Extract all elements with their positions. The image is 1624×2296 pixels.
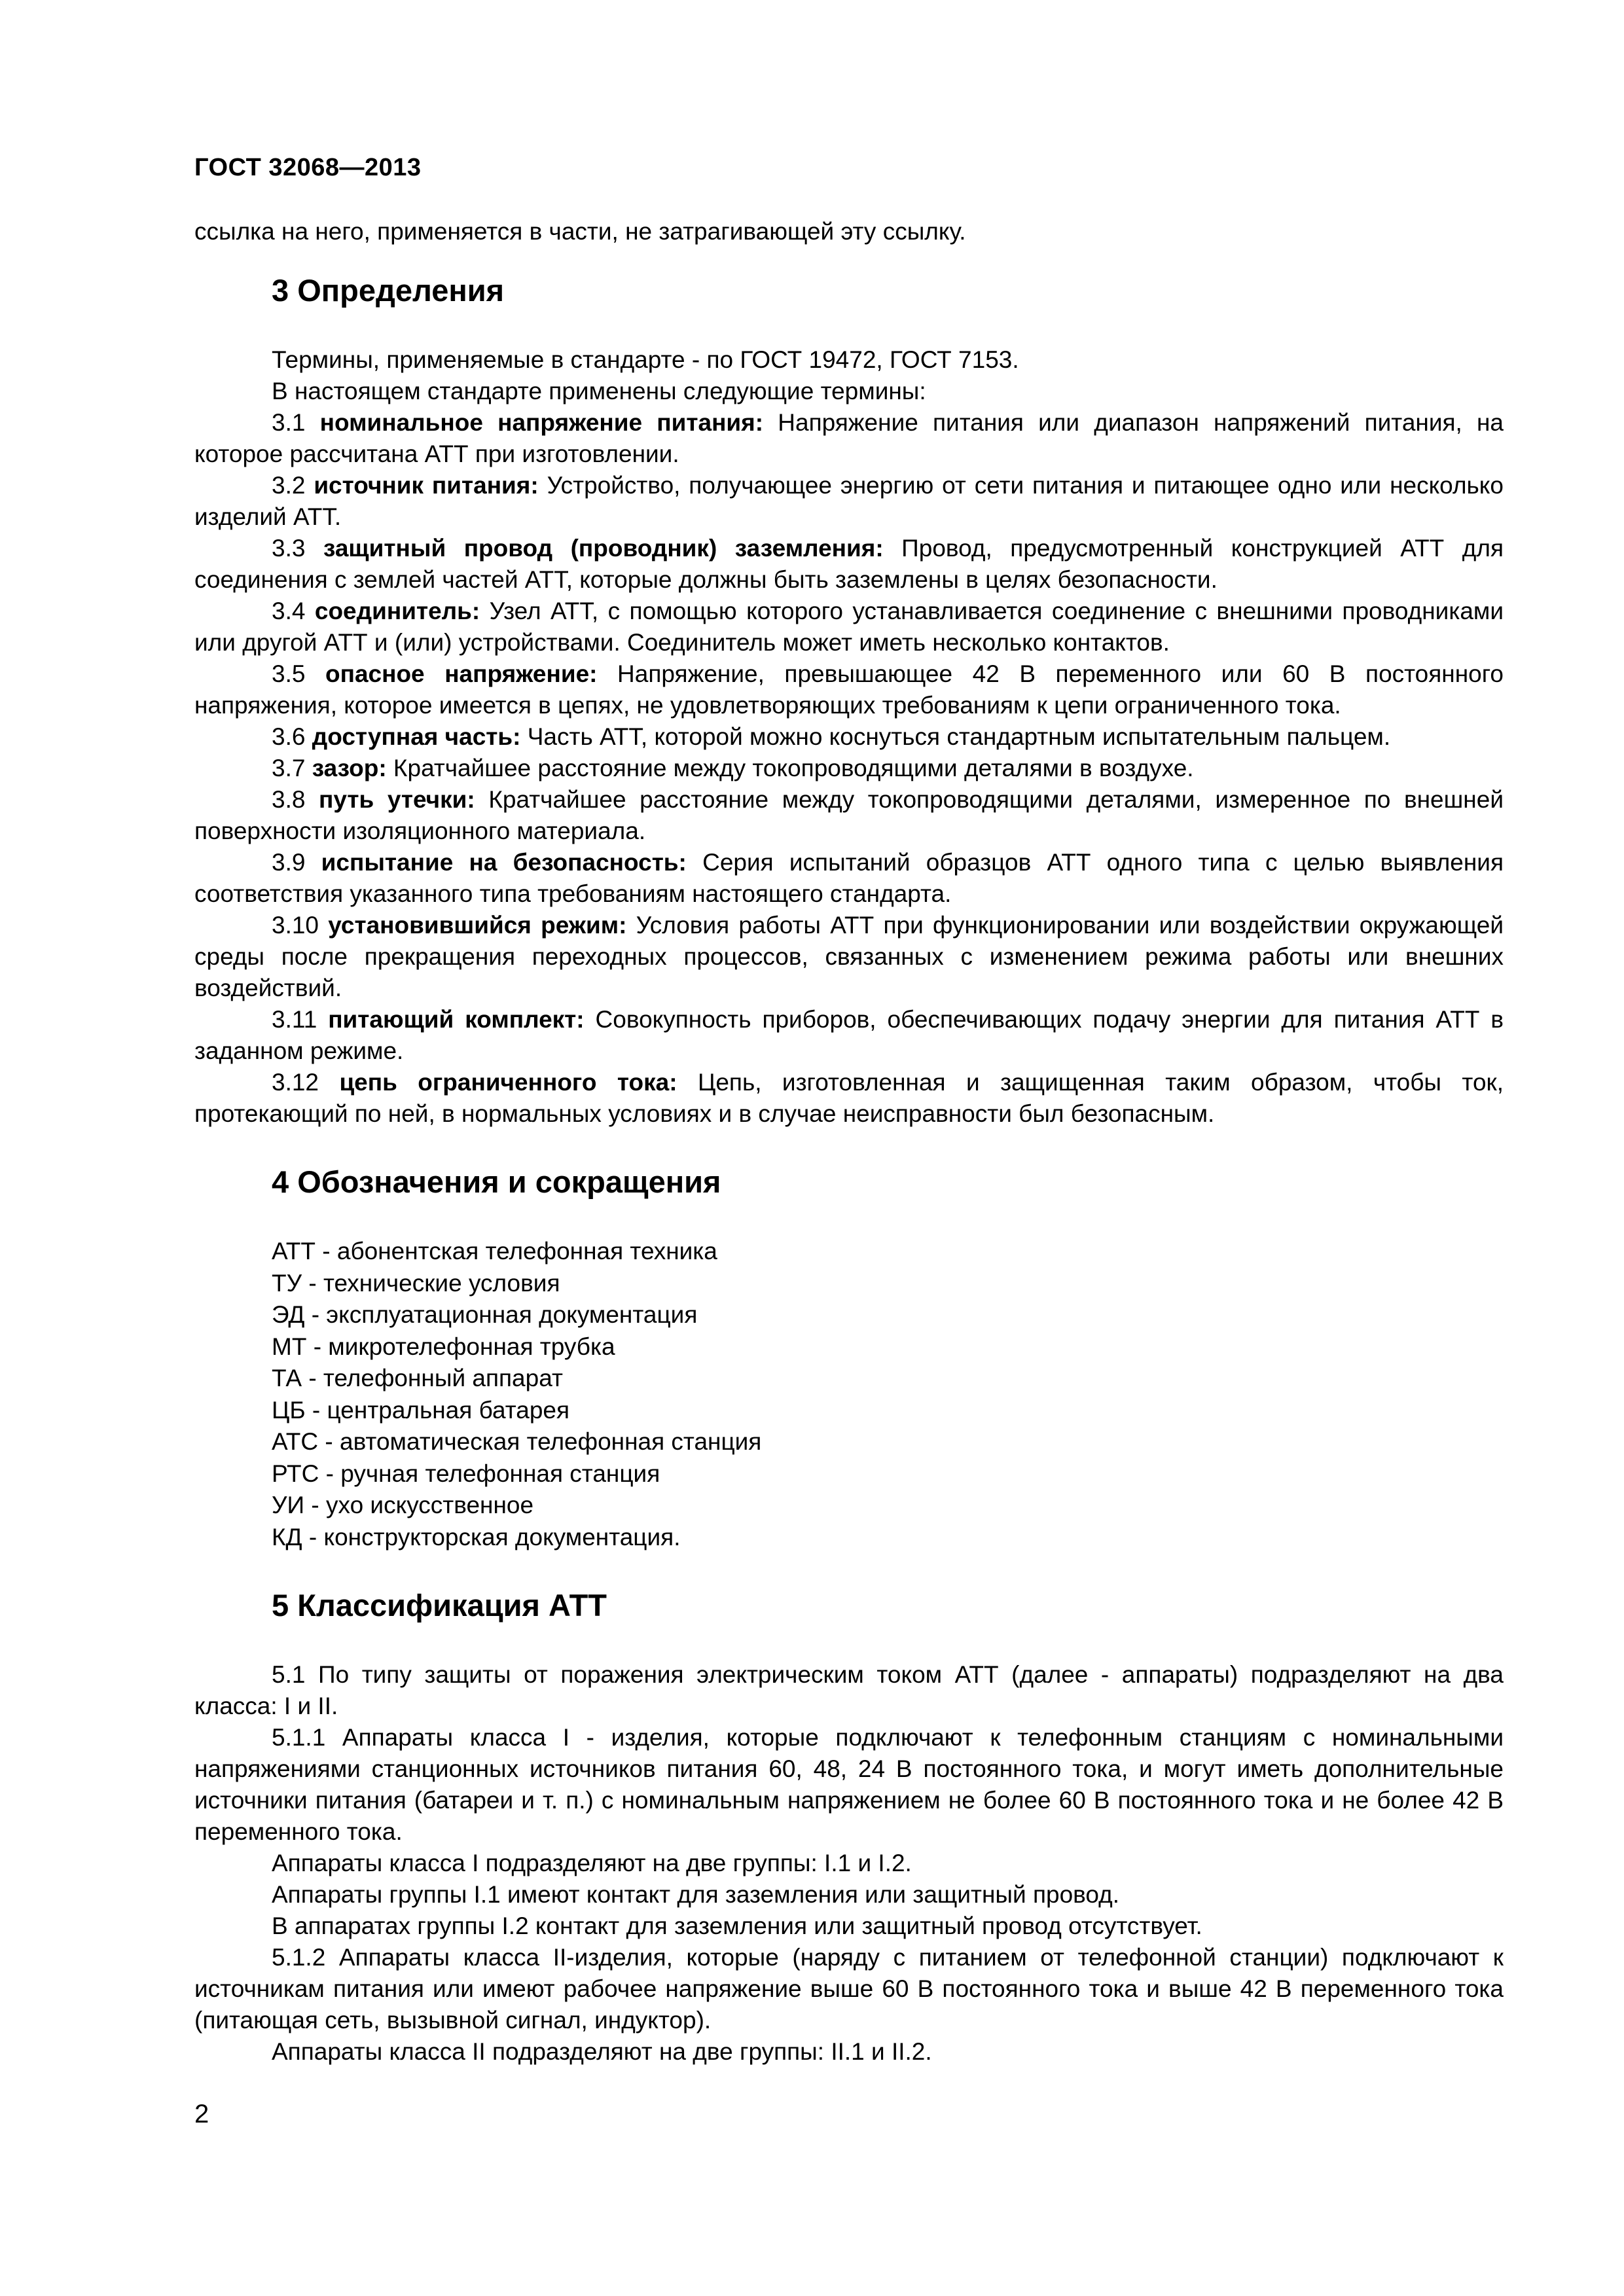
definition-text: Провод, предусмотренный конструкцией АТТ для соединения с землей частей АТТ, которые должны быть заземлены в целях безопасности. [194, 535, 1504, 593]
definition-number: 3.2 [272, 472, 314, 499]
definition-term: номинальное напряжение питания: [319, 409, 764, 436]
definition-term: путь утечки: [319, 786, 475, 813]
section-3-intro-1: Термины, применяемые в стандарте - по ГОСТ 19472, ГОСТ 7153. [272, 346, 1019, 373]
definition-3-12 [194, 1067, 1504, 1130]
definition-number: 3.5 [272, 660, 325, 687]
definition-text: Серия испытаний образцов АТТ одного типа с целью выявления соответствия указанного типа требованиям настоящего стандарта. [194, 849, 1504, 907]
continuation-text: ссылка на него, применяется в части, не затрагивающей эту ссылку. [194, 218, 966, 245]
definition-term: зазор: [312, 755, 387, 781]
definition-term: источник питания: [314, 472, 539, 499]
definition-number: 3.3 [272, 535, 323, 562]
definition-term: соединитель: [314, 598, 480, 624]
definition-text: Кратчайшее расстояние между токопроводящими деталями, измеренное по внешней поверхности изоляционного материала. [194, 786, 1504, 844]
document-body [194, 216, 1504, 2068]
section-5-heading: 5 Классификация АТТ [272, 1588, 607, 1623]
definition-text: Напряжение питания или диапазон напряжений питания, на которое рассчитана АТТ при изготовлении. [194, 409, 1504, 467]
definition-text: Совокупность приборов, обеспечивающих подачу энергии для питания АТТ в заданном режиме. [194, 1006, 1504, 1064]
abbreviation-item: РТС - ручная телефонная станция [272, 1460, 660, 1487]
definition-term: цепь ограниченного тока: [339, 1069, 677, 1096]
definition-3-8 [194, 784, 1504, 847]
definition-number: 3.1 [272, 409, 320, 436]
definition-text: Часть АТТ, которой можно коснуться стандартным испытательным пальцем. [520, 723, 1391, 750]
paragraph-group-1-1: Аппараты группы I.1 имеют контакт для заземления или защитный провод. [272, 1881, 1120, 1908]
paragraph-5-1-1: 5.1.1 Аппараты класса I - изделия, которые подключают к телефонным станциям с номинальными напряжениями станционных источников питания 60, 48, 24 В постоянного тока, и могут иметь дополнительные источники питания (батареи и т. п.) с номинальным напряжением не более 60 В постоянного тока и не более 42 В переменного тока. [194, 1724, 1504, 1845]
abbreviation-item: МТ - микротелефонная трубка [272, 1333, 615, 1360]
definition-text: Кратчайшее расстояние между токопроводящими деталями в воздухе. [386, 755, 1194, 781]
definition-3-3 [194, 533, 1504, 596]
definition-3-4 [194, 596, 1504, 658]
definition-term: питающий комплект: [328, 1006, 585, 1033]
definition-3-11 [194, 1004, 1504, 1067]
section-3-intro-2: В настоящем стандарте применены следующие термины: [272, 378, 926, 404]
definition-number: 3.10 [272, 912, 329, 939]
definition-number: 3.12 [272, 1069, 340, 1096]
paragraph-group-1-2: В аппаратах группы I.2 контакт для заземления или защитный провод отсутствует. [272, 1912, 1202, 1939]
definition-3-1 [194, 407, 1504, 470]
definition-text: Напряжение, превышающее 42 В переменного или 60 В постоянного напряжения, которое имеется в цепях, не удовлетворяющих требованиям к цепи ограниченного тока. [194, 660, 1504, 719]
definition-3-5 [194, 658, 1504, 721]
definition-3-6 [194, 721, 1504, 753]
definition-number: 3.6 [272, 723, 312, 750]
definition-number: 3.8 [272, 786, 319, 813]
definition-3-9 [194, 847, 1504, 910]
page-number: 2 [194, 2100, 209, 2128]
definition-number: 3.9 [272, 849, 321, 876]
definition-term: доступная часть: [312, 723, 521, 750]
abbreviation-item: ТУ - технические условия [272, 1269, 560, 1297]
abbreviation-item: ЦБ - центральная батарея [272, 1396, 570, 1424]
definition-3-7 [194, 753, 1504, 784]
definition-text: Условия работы АТТ при функционировании или воздействии окружающей среды после прекращения переходных процессов, связанных с изменением режима работы или внешних воздействий. [194, 912, 1504, 1001]
definition-term: защитный провод (проводник) заземления: [323, 535, 884, 562]
paragraph-class-2-groups: Аппараты класса II подразделяют на две группы: II.1 и II.2. [272, 2038, 932, 2065]
paragraph-5-1: 5.1 По типу защиты от поражения электрическим током АТТ (далее - аппараты) подразделяют на два класса: I и II. [194, 1661, 1504, 1719]
definition-term: опасное напряжение: [325, 660, 598, 687]
abbreviation-item: УИ - ухо искусственное [272, 1492, 534, 1518]
definition-term: испытание на безопасность: [321, 849, 687, 876]
definition-text: Цепь, изготовленная и защищенная таким образом, чтобы ток, протекающий по ней, в нормальных условиях и в случае неисправности был безопасным. [194, 1069, 1504, 1127]
section-3-heading: 3 Определения [272, 273, 505, 308]
definition-term: установившийся режим: [328, 912, 627, 939]
paragraph-class-1-groups: Аппараты класса I подразделяют на две группы: I.1 и I.2. [272, 1850, 912, 1876]
abbreviation-item: АТС - автоматическая телефонная станция [272, 1428, 762, 1455]
definition-number: 3.11 [272, 1006, 329, 1033]
paragraph-5-1-2: 5.1.2 Аппараты класса II-изделия, которые (наряду с питанием от телефонной станции) подключают к источникам питания или имеют рабочее напряжение выше 60 В постоянного тока и выше 42 В переменного тока (питающая сеть, вызывной сигнал, индуктор). [194, 1944, 1504, 2034]
definition-number: 3.4 [272, 598, 315, 624]
definition-number: 3.7 [272, 755, 312, 781]
section-4-heading: 4 Обозначения и сокращения [272, 1164, 721, 1199]
abbreviation-item: АТТ - абонентская телефонная техника [272, 1238, 717, 1265]
document-header: ГОСТ 32068—2013 [194, 154, 422, 181]
definition-3-10 [194, 910, 1504, 1004]
definition-text: Узел АТТ, с помощью которого устанавливается соединение с внешними проводниками или другой АТТ и (или) устройствами. Соединитель может иметь несколько контактов. [194, 598, 1504, 656]
definition-text: Устройство, получающее энергию от сети питания и питающее одно или несколько изделий АТТ. [194, 472, 1504, 530]
abbreviation-item: ТА - телефонный аппарат [272, 1365, 563, 1391]
abbreviation-item: КД - конструкторская документация. [272, 1523, 681, 1551]
abbreviation-item: ЭД - эксплуатационная документация [272, 1301, 698, 1328]
definition-3-2 [194, 470, 1504, 533]
